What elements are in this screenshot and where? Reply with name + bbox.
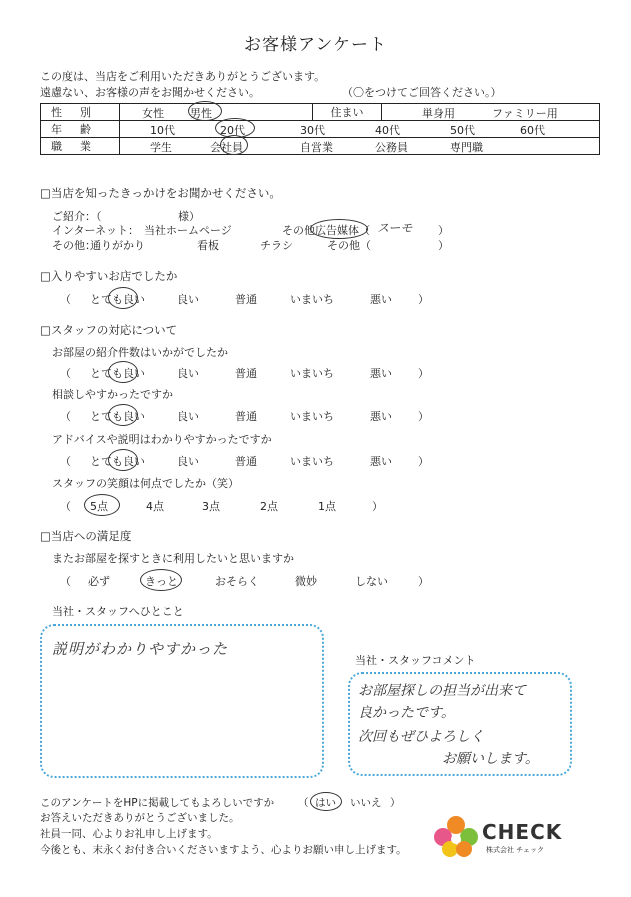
publish-option-yes[interactable]: はい [315,797,336,809]
q2-option-very-good[interactable]: とても良い [90,293,145,306]
q4-option-unsure[interactable]: 微妙 [295,575,317,588]
q3c-option-normal[interactable]: 普通 [235,455,257,468]
selected-circle-q3b [108,404,138,426]
q3-sub4: スタッフの笑顔は何点でしたか（笑） [52,477,239,490]
q4-heading: □当店への満足度 [40,529,132,543]
q3c-option-good[interactable]: 良い [177,455,199,468]
job-option-specialist[interactable]: 専門職 [450,141,483,154]
q3d-close-paren: ） [372,500,383,513]
intro-line-2 [40,84,502,100]
other-option-passing[interactable]: 通りがかり [90,239,145,252]
q3b-open-paren: （ [60,410,71,423]
company-logo-name: CHECK [482,820,563,844]
profile-row-job [41,138,600,155]
age-options [120,121,600,138]
q1-heading: □当店を知ったきっかけをお聞かせください。 [40,186,281,200]
selected-circle-other-ads [310,219,368,239]
q1-other [52,237,449,253]
survey-title: お客様アンケート [244,35,387,55]
q3a-option-good[interactable]: 良い [177,367,199,380]
q2-option-good[interactable]: 良い [177,293,199,306]
q3d-option-2[interactable]: 2点 [260,500,278,513]
intro-line-2-text: 遠慮ない、お客様の声をお聞かせください。 [40,86,260,99]
q3d-option-3[interactable]: 3点 [202,500,220,513]
q4-option-surely[interactable]: きっと [145,575,178,588]
publish-question: このアンケートをHPに掲載してもよろしいですか [40,797,275,809]
q3d-option-4[interactable]: 4点 [146,500,164,513]
company-logo [430,812,570,862]
q3-sub1: お部屋の紹介件数はいかがでしたか [52,346,228,359]
q4-option-definitely[interactable]: 必ず [88,575,110,588]
q2-option-not-good[interactable]: いまいち [290,293,334,306]
publish-consent [40,795,440,810]
q4-close-paren: ） [418,575,429,588]
internet-label: インターネット： [52,224,140,237]
gender-option-male[interactable]: 男性 [190,107,212,120]
publish-close-paren: ） [390,797,401,809]
gender-label: 性別 [41,104,120,121]
staff-comment-box [348,672,572,776]
footer-thanks: お答えいただきありがとうございました。 [40,812,240,824]
q3b-close-paren: ） [418,410,429,423]
q3a-option-not-good[interactable]: いまいち [290,367,334,380]
customer-comment-text: 説明がわかりやすかった [52,640,229,658]
customer-comment-box [40,624,324,778]
q3c-close-paren: ） [418,455,429,468]
selected-circle-male [188,101,222,121]
q3b-option-good[interactable]: 良い [177,410,199,423]
q3-sub2: 相談しやすかったですか [52,388,173,401]
q3b-option-bad[interactable]: 悪い [370,410,392,423]
age-option-40s[interactable]: 40代 [375,124,400,137]
age-option-30s[interactable]: 30代 [300,124,325,137]
internet-handwritten-answer: スーモ [377,221,413,235]
q3b-option-normal[interactable]: 普通 [235,410,257,423]
footer-gratitude: 社員一同、心よりお礼申し上げます。 [40,828,218,840]
company-logo-sub: 株式会社 チェック [486,846,545,854]
intro-line-1: この度は、当店をご利用いただきありがとうございます。 [40,70,326,83]
q3-heading: □スタッフの対応について [40,323,178,337]
other-option-other[interactable]: その他（ [327,239,371,252]
q3a-open-paren: （ [60,367,71,380]
publish-open-paren: （ [298,797,309,809]
q4-option-no[interactable]: しない [355,575,388,588]
selected-circle-q3a [108,361,138,383]
q4-open-paren: （ [60,575,71,588]
q2-option-bad[interactable]: 悪い [370,293,392,306]
selected-circle-5-points [84,494,120,516]
selected-circle-employee [220,135,248,155]
job-option-student[interactable]: 学生 [150,141,172,154]
gender-options [120,104,313,121]
age-option-60s[interactable]: 60代 [520,124,545,137]
age-option-10s[interactable]: 10代 [150,124,175,137]
q3a-option-bad[interactable]: 悪い [370,367,392,380]
q4-sub: またお部屋を探すときに利用したいと思いますか [52,552,294,565]
q3d-option-5[interactable]: 5点 [90,500,108,513]
selected-circle-yes [310,792,342,811]
q1-internet [52,221,449,238]
referral-suffix: 様） [178,210,200,223]
q3b-option-very-good[interactable]: とても良い [90,410,145,423]
residence-options [382,104,600,121]
q2-option-normal[interactable]: 普通 [235,293,257,306]
residence-option-single[interactable]: 単身用 [422,107,455,120]
residence-option-family[interactable]: ファミリー用 [492,107,558,120]
q3c-option-not-good[interactable]: いまいち [290,455,334,468]
other-option-signboard[interactable]: 看板 [197,239,219,252]
selected-circle-q4 [140,569,182,591]
customer-comment-label: 当社・スタッフへひとこと [52,605,184,618]
profile-row-age [41,121,600,138]
staff-comment-label: 当社・スタッフコメント [355,654,476,667]
q4-option-probably[interactable]: おそらく [215,575,259,588]
selected-circle-q2 [108,287,138,309]
q2-close-paren: ） [418,293,429,306]
q3a-close-paren: ） [418,367,429,380]
job-label: 職業 [41,138,120,155]
selected-circle-q3c [108,449,138,471]
job-options [120,138,600,155]
residence-label: 住まい [313,104,382,121]
q3a-option-normal[interactable]: 普通 [235,367,257,380]
q3b-option-not-good[interactable]: いまいち [290,410,334,423]
staff-comment-line-1: お部屋探しの担当が出来て [358,683,526,699]
age-option-50s[interactable]: 50代 [450,124,475,137]
staff-comment-line-3: 次回もぜひよろしく [358,729,484,745]
q3a-option-very-good[interactable]: とても良い [90,367,145,380]
internet-close-paren: ） [438,224,449,237]
staff-comment-line-4: お願いします。 [442,751,539,767]
job-option-civil-servant[interactable]: 公務員 [375,141,408,154]
q3d-open-paren: （ [60,500,71,513]
gender-option-female[interactable]: 女性 [142,107,164,120]
age-option-20s[interactable]: 20代 [220,124,245,137]
internet-option-homepage[interactable]: 当社ホームページ [144,224,232,237]
other-option-flyer[interactable]: チラシ [260,239,293,252]
q3d-option-1[interactable]: 1点 [318,500,336,513]
q3c-option-bad[interactable]: 悪い [370,455,392,468]
flower-logo-icon [430,812,482,858]
footer-closing: 今後とも、末永くお付き合いくださいますよう、心よりお願い申し上げます。 [40,844,407,856]
q3-sub3: アドバイスや説明はわかりやすかったですか [52,433,272,446]
q2-open-paren: （ [60,293,71,306]
other-close-paren: ） [438,239,449,252]
referral-label: ご紹介：（ [52,210,102,223]
profile-row-gender-residence [41,104,600,121]
q3c-open-paren: （ [60,455,71,468]
age-label: 年齢 [41,121,120,138]
other-label: その他： [52,239,96,252]
q3c-option-very-good[interactable]: とても良い [90,455,145,468]
q2-heading: □入りやすいお店でしたか [40,269,178,283]
job-option-employee[interactable]: 会社員 [210,141,243,154]
staff-comment-line-2: 良かったです。 [358,705,455,721]
job-option-self-employed[interactable]: 自営業 [300,141,333,154]
internet-option-other-ads[interactable]: その他広告媒体（ [282,224,370,237]
intro-note: （〇をつけてご回答ください。） [342,86,502,99]
profile-table [40,103,600,155]
publish-option-no[interactable]: いいえ [350,797,382,809]
